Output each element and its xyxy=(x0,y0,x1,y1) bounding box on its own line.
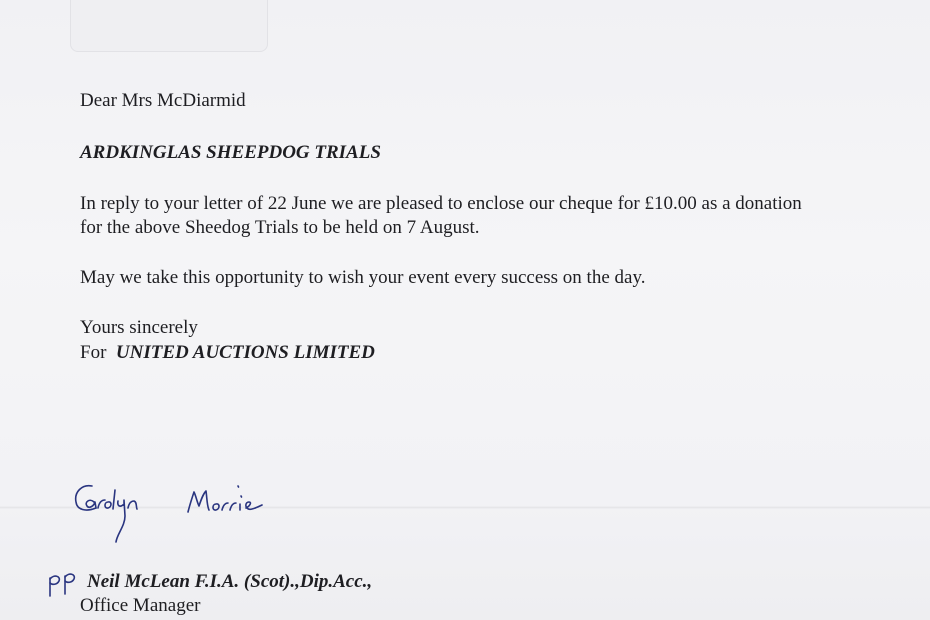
subject-heading: ARDKINGLAS SHEEPDOG TRIALS xyxy=(80,142,381,163)
signatory-name: Neil McLean F.I.A. (Scot).,Dip.Acc., xyxy=(87,571,373,592)
company-name: UNITED AUCTIONS LIMITED xyxy=(115,342,375,363)
handwritten-signature xyxy=(70,478,280,553)
signatory-title: Office Manager xyxy=(80,595,201,616)
body-line-1: In reply to your letter of 22 June we are pleased to enclose our cheque for £10.00 as a donation xyxy=(80,193,802,214)
salutation: Dear Mrs McDiarmid xyxy=(80,90,246,111)
pp-handwritten-mark xyxy=(46,568,82,598)
closing: Yours sincerely xyxy=(80,317,198,338)
for-prefix: For xyxy=(80,342,107,363)
body-line-2: for the above Sheedog Trials to be held on 7 August. xyxy=(80,217,480,238)
envelope-window-outline xyxy=(70,0,268,52)
body-paragraph-2: May we take this opportunity to wish your event every success on the day. xyxy=(80,267,646,288)
company-line xyxy=(80,341,375,365)
